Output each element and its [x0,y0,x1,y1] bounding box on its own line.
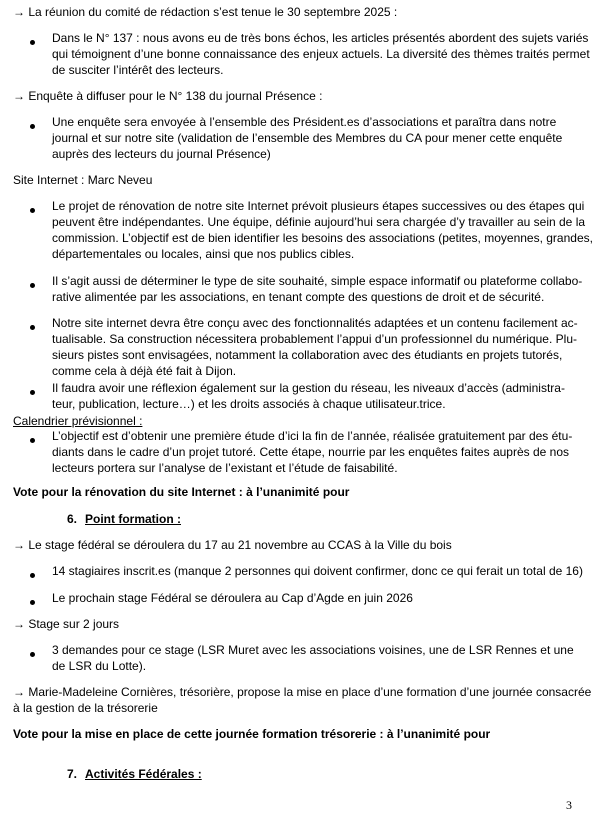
survey-line-1: Une enquête sera envoyée à l’ensemble des Président.es d’associations et paraîtra dans notre [52,115,557,129]
bullet-icon [30,390,35,395]
bullet-icon [30,652,35,657]
website-b3-line-4: comme cela à déjà été fait à Dijon. [52,364,237,378]
website-title: Site Internet : Marc Neveu [13,173,153,187]
bullet-icon [30,573,35,578]
bullet-icon [30,600,35,605]
calendar-line-3: lecteurs portera sur l’analyse de l’existant et l’étude de faisabilité. [52,461,398,475]
website-b4-line-2: teur, publication, lecture…) et les droits associés à chaque utilisateur.trice. [52,397,446,411]
section-number: 7. [67,767,78,781]
website-vote: Vote pour la rénovation du site Internet : à l’unanimité pour [13,485,350,499]
calendar-line-1: L’objectif est d’obtenir une première étude d’ici la fin de l’année, réalisée gratuitement par des étu- [52,429,573,443]
bullet-icon [30,438,35,443]
bullet-icon [30,40,35,45]
website-b1-line-2: peuvent être indépendantes. Une équipe, définie aujourd’hui sera chargée d’y travailler au sein de la [52,215,586,229]
page-number: 3 [566,798,572,812]
website-b2-line-2: rative alimentée par les associations, en tenant compte des questions de droit et de sécurité. [52,290,545,304]
section-title: Point formation : [85,512,181,526]
committee-line-3: de susciter l’intérêt des lecteurs. [52,63,224,77]
website-b2-line-1: Il s’agit aussi de déterminer le type de site souhaité, simple espace informatif ou plateforme collabo- [52,274,583,288]
website-b1-line-1: Le projet de rénovation de notre site Internet prévoit plusieurs étapes successives ou des étapes qui [52,199,585,213]
two-days-line-2: de LSR du Lotte). [52,659,147,673]
section-title: Activités Fédérales : [85,767,202,781]
committee-heading: → La réunion du comité de rédaction s’est tenue le 30 septembre 2025 : [13,5,398,19]
website-b1-line-4: départementales ou locales, ainsi que nos publics cibles. [52,247,355,261]
survey-line-2: journal et sur notre site (validation de l’ensemble des Membres du CA pour mener cette enquête [52,131,563,145]
formation-vote: Vote pour la mise en place de cette journée formation trésorerie : à l’unanimité pour [13,727,491,741]
bullet-icon [30,325,35,330]
committee-line-1: Dans le N° 137 : nous avons eu de très bons échos, les articles présentés abordent des sujets variés [52,31,589,45]
committee-line-2: qui témoignent d’une bonne connaissance des enjeux actuels. La diversité des thèmes traités permet [52,47,590,61]
bullet-icon [30,208,35,213]
survey-heading: → Enquête à diffuser pour le N° 138 du journal Présence : [13,89,323,103]
bullet-icon [30,124,35,129]
two-days-line-1: 3 demandes pour ce stage (LSR Muret avec les associations voisines, une de LSR Rennes et une [52,643,574,657]
website-b3-line-2: tualisable. Sa construction nécessitera probablement l’appui d’un professionnel du numérique. Plu- [52,332,577,346]
calendar-title: Calendrier prévisionnel : [13,414,143,428]
stage-heading: → Le stage fédéral se déroulera du 17 au 21 novembre au CCAS à la Ville du bois [13,538,452,552]
calendar-line-2: diants dans le cadre d’un projet tutoré. Cette étape, nourrie par les enquêtes faites auprès de nos [52,445,569,459]
website-b3-line-3: sieurs pistes sont envisagées, notamment la collaboration avec des étudiants en projets tutorés, [52,348,563,362]
bullet-icon [30,283,35,288]
treasurer-line-2: à la gestion de la trésorerie [13,701,158,715]
treasurer-line-1: → Marie-Madeleine Cornières, trésorière, propose la mise en place d’une formation d’une journée consacrée [13,685,592,699]
section-number: 6. [67,512,78,526]
website-b1-line-3: commission. L’objectif est de bien identifier les besoins des associations (petites, moyennes, grandes, [52,231,593,245]
website-b3-line-1: Notre site internet devra être conçu avec des fonctionnalités adaptées et un contenu facilement ac- [52,316,578,330]
section-heading-activities [67,766,202,782]
two-days-heading: → Stage sur 2 jours [13,617,120,631]
website-b4-line-1: Il faudra avoir une réflexion également sur la gestion du réseau, les niveaux d’accès (administra- [52,381,565,395]
stage-bullet-1: 14 stagiaires inscrit.es (manque 2 personnes qui doivent confirmer, donc ce qui ferait un total de 16) [52,564,583,578]
section-heading-formation [67,511,181,527]
stage-bullet-2: Le prochain stage Fédéral se déroulera au Cap d’Agde en juin 2026 [52,591,413,605]
survey-line-3: auprès des lecteurs du journal Présence) [52,147,271,161]
